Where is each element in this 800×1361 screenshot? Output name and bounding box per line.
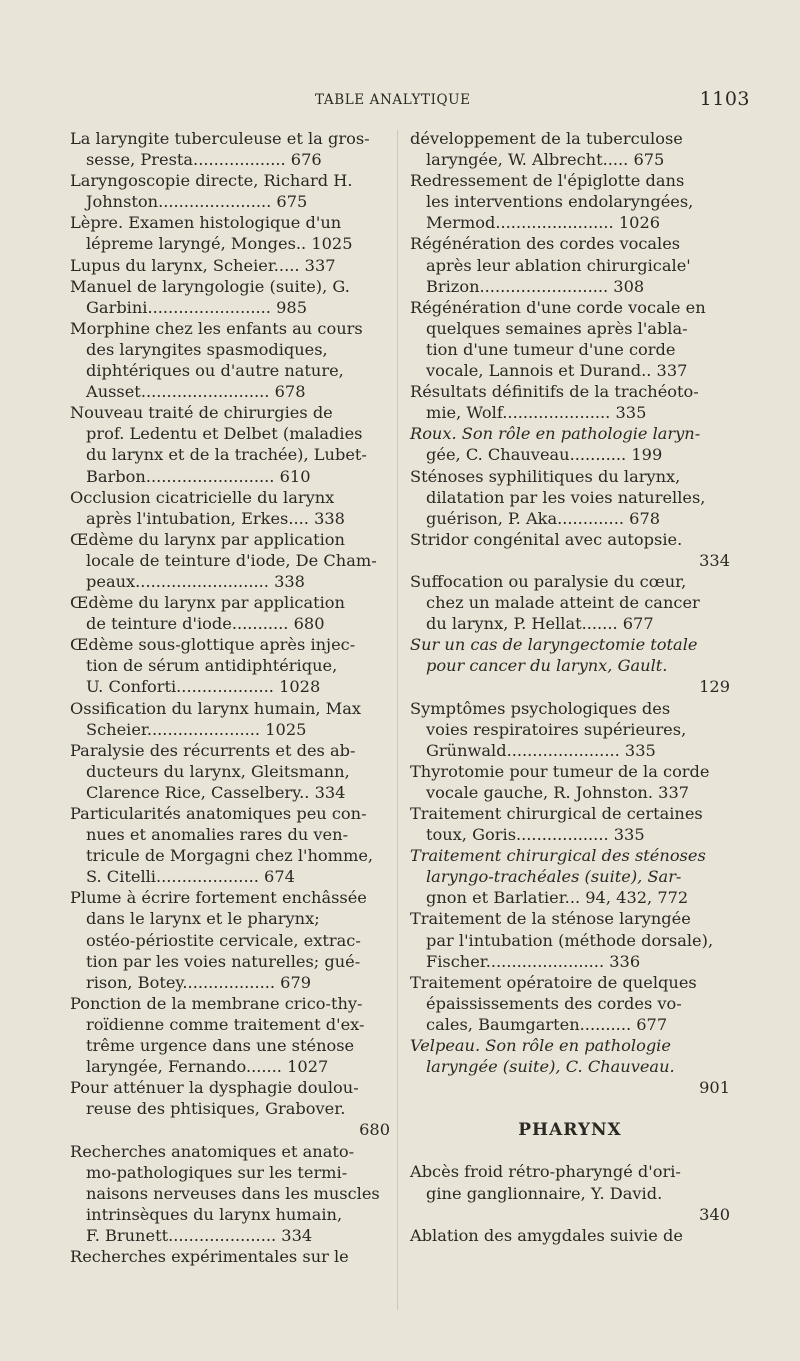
index-entry-line: Grünwald...................... 335 <box>426 740 656 760</box>
index-entry-line: 129 <box>699 677 730 697</box>
index-entry <box>70 212 390 254</box>
index-entry-line: Laryngoscopie directe, Richard H. <box>70 171 353 191</box>
index-entry-line: Velpeau. Son rôle en pathologie <box>410 1036 671 1056</box>
index-entry-line: Traitement chirurgical des sténoses <box>410 846 706 866</box>
index-entry-line: Nouveau traité de chirurgies de <box>70 403 333 423</box>
index-entry-line: nues et anomalies rares du ven- <box>86 825 349 845</box>
right-column <box>410 128 730 1246</box>
index-entry-line: 680 <box>359 1120 390 1140</box>
index-entry <box>410 381 730 423</box>
index-entry <box>70 1246 390 1267</box>
index-entry-line: 340 <box>699 1204 730 1224</box>
index-entry <box>70 402 390 486</box>
index-entry-line: Roux. Son rôle en pathologie laryn- <box>410 424 701 444</box>
index-entry-line: Manuel de laryngologie (suite), G. <box>70 276 350 296</box>
index-entry-line: Redressement de l'épiglotte dans <box>410 171 685 191</box>
index-entry <box>410 423 730 465</box>
index-entry-line: pour cancer du larynx, Gault. <box>426 656 668 676</box>
index-entry <box>410 170 730 233</box>
index-entry <box>410 634 730 697</box>
index-entry-line: locale de teinture d'iode, De Cham- <box>86 550 377 570</box>
index-entry <box>70 487 390 529</box>
index-entry <box>410 571 730 634</box>
index-entry <box>410 1225 730 1246</box>
index-entry-line: Traitement chirurgical de certaines <box>410 804 703 823</box>
index-entry-line: des laryngites spasmodiques, <box>86 339 328 359</box>
index-entry-line: Occlusion cicatricielle du larynx <box>70 487 335 507</box>
column-divider <box>397 130 398 1310</box>
index-entry-line: mo-pathologiques sur les termi- <box>86 1162 348 1182</box>
index-entry-line: Suffocation ou paralysie du cœur, <box>410 571 687 591</box>
page-number: 1103 <box>699 88 750 110</box>
index-entry-line: Clarence Rice, Casselbery.. 334 <box>86 782 346 802</box>
index-entry-line: reuse des phtisiques, Grabover. <box>86 1099 346 1119</box>
index-entry-line: épaississements des cordes vo- <box>426 993 682 1013</box>
index-entry-line: 901 <box>699 1078 730 1098</box>
index-entry-line: diphtériques ou d'autre nature, <box>86 361 344 381</box>
index-entry <box>70 993 390 1077</box>
index-entry-line: vocale, Lannois et Durand.. 337 <box>426 361 688 381</box>
index-entry-line: Particularités anatomiques peu con- <box>70 804 367 823</box>
index-entry-line: trême urgence dans une sténose <box>86 1036 355 1056</box>
index-entry-line: Ponction de la membrane crico-thy- <box>70 993 363 1013</box>
pharynx-entries <box>410 1161 730 1245</box>
index-entry-line: Ablation des amygdales suivie de <box>410 1225 683 1245</box>
right-column-entries <box>410 128 730 1098</box>
index-entry-line: Pour atténuer la dysphagie doulou- <box>70 1078 359 1098</box>
index-entry-line: mie, Wolf..................... 335 <box>426 403 647 423</box>
index-entry-line: du larynx, P. Hellat....... 677 <box>426 614 654 634</box>
index-entry-line: Fischer....................... 336 <box>426 951 641 971</box>
index-entry-line: Barbon......................... 610 <box>86 466 311 486</box>
index-entry <box>410 1035 730 1098</box>
page-header <box>60 88 750 116</box>
index-entry-line: laryngée (suite), C. Chauveau. <box>426 1057 675 1077</box>
index-entry-line: Résultats définitifs de la trachéoto- <box>410 382 699 402</box>
index-entry <box>70 592 390 634</box>
index-entry-line: Abcès froid rétro-pharyngé d'ori- <box>410 1162 681 1182</box>
index-entry-line: voies respiratoires supérieures, <box>426 719 687 739</box>
index-entry <box>70 318 390 402</box>
index-entry <box>70 529 390 592</box>
index-entry-line: ostéo-périostite cervicale, extrac- <box>86 930 361 950</box>
index-entry <box>70 1077 390 1140</box>
index-entry-line: par l'intubation (méthode dorsale), <box>426 930 714 950</box>
index-entry-line: Traitement opératoire de quelques <box>410 972 697 992</box>
index-entry-line: rison, Botey.................. 679 <box>86 972 312 992</box>
index-entry-line: Garbini........................ 985 <box>86 297 307 317</box>
index-entry-line: peaux.......................... 338 <box>86 571 305 591</box>
index-entry <box>70 803 390 887</box>
index-entry <box>410 803 730 845</box>
index-entry-line: gnon et Barlatier... 94, 432, 772 <box>426 888 689 908</box>
index-entry-line: Paralysie des récurrents et des ab- <box>70 740 356 760</box>
index-entry-line: lépreme laryngé, Monges.. 1025 <box>86 234 353 254</box>
index-entry <box>70 887 390 992</box>
index-entry-line: après leur ablation chirurgicale' <box>426 255 691 275</box>
index-entry <box>410 466 730 529</box>
index-entry-line: La laryngite tuberculeuse et la gros- <box>70 129 370 148</box>
index-entry-line: Morphine chez les enfants au cours <box>70 318 363 338</box>
index-entry-line: Œdème du larynx par application <box>70 593 345 613</box>
index-entry-line: tion par les voies naturelles; gué- <box>86 951 361 971</box>
index-entry-line: roïdienne comme traitement d'ex- <box>86 1014 365 1034</box>
index-entry-line: tricule de Morgagni chez l'homme, <box>86 846 374 866</box>
index-entry <box>410 297 730 381</box>
index-entry <box>410 908 730 971</box>
index-entry <box>410 845 730 908</box>
index-entry-line: Ossification du larynx humain, Max <box>70 698 362 718</box>
index-entry-line: Lèpre. Examen histologique d'un <box>70 213 342 233</box>
index-entry-line: sesse, Presta.................. 676 <box>86 150 322 170</box>
index-entry-line: Traitement de la sténose laryngée <box>410 909 691 929</box>
index-entry-line: intrinsèques du larynx humain, <box>86 1204 343 1224</box>
index-entry <box>410 1161 730 1224</box>
index-entry-line: naisons nerveuses dans les muscles <box>86 1183 380 1203</box>
index-entry-line: laryngée, W. Albrecht..... 675 <box>426 150 665 170</box>
index-entry-line: Recherches anatomiques et anato- <box>70 1141 355 1161</box>
index-entry <box>70 698 390 740</box>
index-entry <box>70 128 390 170</box>
index-entry-line: laryngo-trachéales (suite), Sar- <box>426 867 682 887</box>
index-entry-line: dilatation par les voies naturelles, <box>426 487 706 507</box>
index-entry-line: Régénération des cordes vocales <box>410 234 681 254</box>
index-entry-line: Régénération d'une corde vocale en <box>410 297 706 317</box>
index-entry-line: Mermod....................... 1026 <box>426 213 661 233</box>
index-entry-line: Œdème du larynx par application <box>70 529 345 549</box>
index-entry-line: cales, Baumgarten.......... 677 <box>426 1014 668 1034</box>
index-entry-line: de teinture d'iode........... 680 <box>86 614 325 634</box>
index-entry-line: tion d'une tumeur d'une corde <box>426 339 676 359</box>
index-entry <box>410 761 730 803</box>
running-title: TABLE ANALYTIQUE <box>315 92 471 108</box>
section-heading: PHARYNX <box>518 1120 622 1141</box>
index-entry-line: Plume à écrire fortement enchâssée <box>70 888 367 908</box>
index-entry-line: laryngée, Fernando....... 1027 <box>86 1057 329 1077</box>
index-entry <box>410 529 730 571</box>
index-entry-line: S. Citelli.................... 674 <box>86 867 295 887</box>
index-entry-line: Recherches expérimentales sur le <box>70 1246 349 1266</box>
index-entry-line: U. Conforti................... 1028 <box>86 677 321 697</box>
index-entry <box>410 972 730 1035</box>
index-entry-line: vocale gauche, R. Johnston. 337 <box>426 782 690 802</box>
index-entry-line: du larynx et de la trachée), Lubet- <box>86 445 367 465</box>
index-entry-line: les interventions endolaryngées, <box>426 192 694 212</box>
index-entry-line: Brizon......................... 308 <box>426 276 645 296</box>
index-entry-line: F. Brunett..................... 334 <box>86 1225 313 1245</box>
index-entry-line: ducteurs du larynx, Gleitsmann, <box>86 761 350 781</box>
index-entry-line: Sur un cas de laryngectomie totale <box>410 635 698 655</box>
index-entry-line: Sténoses syphilitiques du larynx, <box>410 466 681 486</box>
index-entry-line: gée, C. Chauveau........... 199 <box>426 445 663 465</box>
index-entry-line: tion de sérum antidiphtérique, <box>86 656 338 676</box>
index-entry-line: Ausset......................... 678 <box>86 382 306 402</box>
index-entry-line: 334 <box>699 550 730 570</box>
index-entry <box>70 740 390 803</box>
index-entry-line: prof. Ledentu et Delbet (maladies <box>86 424 363 444</box>
index-entry-line: Johnston...................... 675 <box>86 192 308 212</box>
index-entry-line: dans le larynx et le pharynx; <box>86 909 320 929</box>
index-entry-line: Stridor congénital avec autopsie. <box>410 529 683 549</box>
index-entry-line: développement de la tuberculose <box>410 129 683 148</box>
index-entry-line: gine ganglionnaire, Y. David. <box>426 1183 663 1203</box>
index-entry-line: Œdème sous-glottique après injec- <box>70 635 356 655</box>
index-entry <box>70 634 390 697</box>
index-entry-line: Lupus du larynx, Scheier..... 337 <box>70 255 336 275</box>
index-entry-line: Thyrotomie pour tumeur de la corde <box>410 761 710 781</box>
index-entry <box>70 170 390 212</box>
index-entry <box>70 1141 390 1246</box>
index-entry <box>410 233 730 296</box>
index-entry-line: chez un malade atteint de cancer <box>426 593 700 613</box>
left-column <box>70 128 390 1267</box>
index-entry-line: Scheier...................... 1025 <box>86 719 307 739</box>
index-entry-line: Symptômes psychologiques des <box>410 698 671 718</box>
index-entry-line: après l'intubation, Erkes.... 338 <box>86 508 345 528</box>
index-entry-line: guérison, P. Aka............. 678 <box>426 508 661 528</box>
index-entry-line: quelques semaines après l'abla- <box>426 318 688 338</box>
index-entry <box>70 276 390 318</box>
index-entry <box>410 698 730 761</box>
index-entry <box>410 128 730 170</box>
index-entry-line: toux, Goris.................. 335 <box>426 825 645 845</box>
index-entry <box>70 255 390 276</box>
